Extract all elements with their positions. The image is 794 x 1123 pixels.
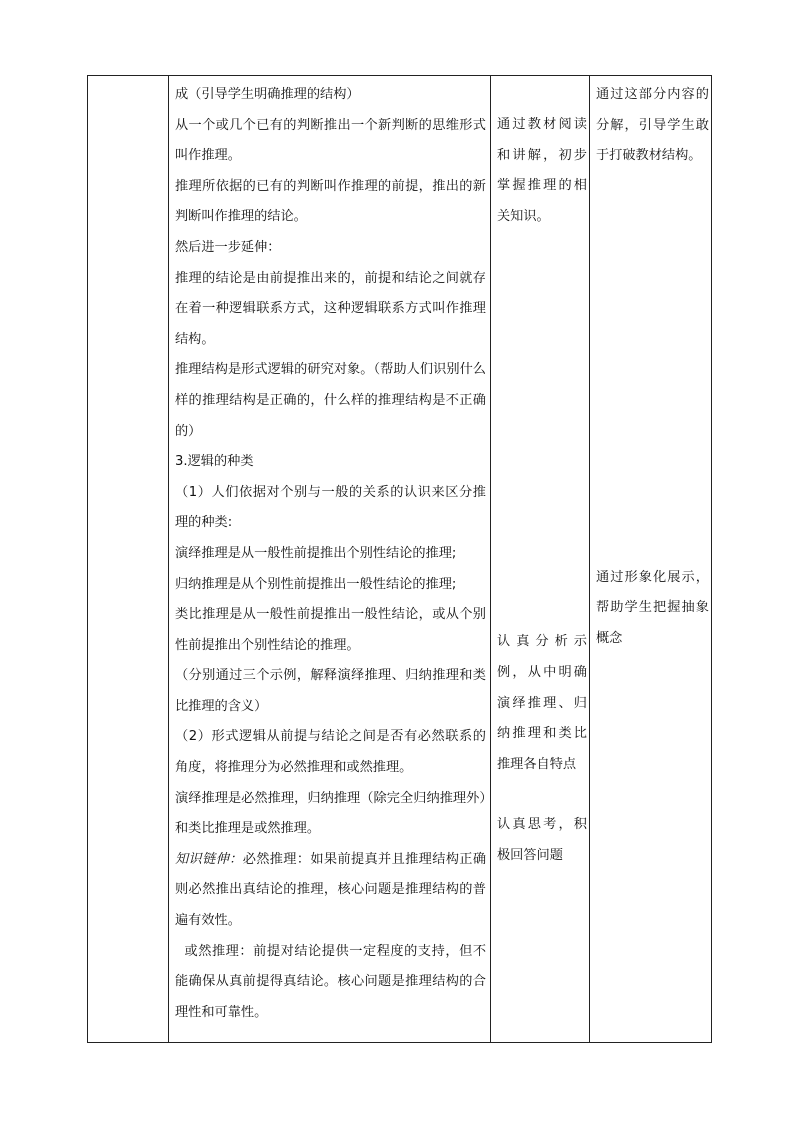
content-paragraph: 归纳推理是从个别性前提推出一般性结论的推理; [175,576,457,592]
intent-block: 通过这部分内容的分解，引导学生敢于打破教材结构。 [596,87,709,164]
content-paragraph: 演绎推理是从一般性前提推出个别性结论的推理; [175,545,457,561]
content-paragraph: 从一个或几个已有的判断推出一个新判断的思维形式叫作推理。 [175,117,486,164]
content-paragraph: 推理所依据的已有的判断叫作推理的前提，推出的新判断叫作推理的结论。 [175,178,486,225]
extension-text: 必然推理：如果前提真并且推理结构正确则必然推出真结论的推理，核心问题是推理结构的普遍有效性。 [175,851,487,929]
content-paragraph: 推理的结论是由前提推出来的，前提和结论之间就存在着一种逻辑联系方式，这种逻辑联系方式叫作推理结构。 [175,270,486,347]
content-paragraph: 成（引导学生明确推理的结构） [175,87,360,102]
extension-paragraph [175,845,486,937]
table-row [88,76,712,1043]
activity-block: 认真思考，积极回答问题 [497,817,587,863]
student-activity-cell [491,76,590,1043]
extension-label: 知识链伸： [175,851,243,867]
content-paragraph: 或然推理：前提对结论提供一定程度的支持，但不能确保从真前提得真结论。核心问题是推理结构的合理性和可靠性。 [175,943,487,1020]
activity-block: 认真分析示例，从中明确演绎推理、归纳推理和类比推理各自特点 [497,634,587,772]
content-paragraph: （分别通过三个示例，解释演绎推理、归纳推理和类比推理的含义） [175,668,486,714]
intent-block: 通过形象化展示，帮助学生把握抽象概念 [596,569,709,646]
design-intent-cell [590,76,712,1043]
content-paragraph: 类比推理是从一般性前提推出一般性结论，或从个别性前提推出个别性结论的推理。 [175,607,486,653]
activity-block: 通过教材阅读和讲解，初步掌握推理的相关知识。 [497,117,587,224]
section-heading: 3.逻辑的种类 [175,454,254,470]
teaching-content-cell [169,76,491,1043]
content-paragraph: 然后进一步延伸： [175,239,281,255]
content-paragraph: 推理结构是形式逻辑的研究对象。（帮助人们识别什么样的推理结构是正确的，什么样的推理结构是不正确的） [175,362,486,439]
content-paragraph: （2）形式逻辑从前提与结论之间是否有必然联系的角度，将推理分为必然推理和或然推理。 [175,729,486,776]
content-paragraph: （1）人们依据对个别与一般的关系的认识来区分推理的种类: [175,484,486,531]
content-paragraph: 演绎推理是必然推理，归纳推理（除完全归纳推理外）和类比推理是或然推理。 [175,790,486,837]
section-column-cell [88,76,169,1043]
lesson-plan-table [87,75,712,1043]
